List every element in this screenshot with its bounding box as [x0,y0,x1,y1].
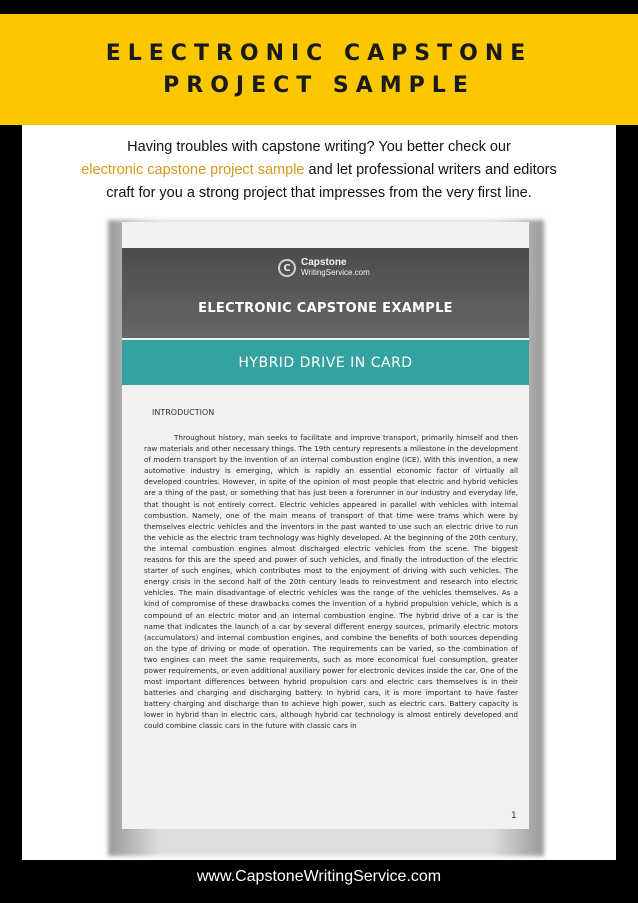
logo-line1: Capstone [301,257,347,268]
page-title [0,38,638,102]
page-title-line2: PROJECT SAMPLE [163,73,475,98]
document-body-text [144,432,518,807]
logo-text [301,258,370,278]
document-heading: ELECTRONIC CAPSTONE EXAMPLE [198,301,453,316]
intro-line3: craft for you a strong project that impresses from the very first line. [106,185,532,201]
shield-logo-icon: C [278,259,296,277]
document-subheading: HYBRID DRIVE IN CARD [238,355,413,371]
document-body: Throughout history, man seeks to facilitate and improve transport, primarily himself and then raw materials and other necessary things. The 19th century represents a milestone in the development of modern transport by the invention of an internal combustion engine (ICE). With this invention, a new automotive industry is emerging, which is rapidly an essential economic factor of virtually all developed countries. However, in spite of the opinion of most people that electric and hybrid vehicles are a thing of the past, or something that has just been a forerunner in our industry and everyday life, that thought is not entirely correct. Electric vehicles appeared in parallel with vehicles with internal combustion. Namely, one of the main means of transport of that time were trams which were by themselves electric vehicles and the inventors in the past wanted to use such an electric drive to run the vehicle as the electric tram technology was highly developed. At the beginning of the 20th century, the internal combustion engines almost discharged electric vehicles from the scene. The biggest reasons for this are the speed and power of such vehicles, and finally the introduction of the electric starter of such engines, which contributes most to the enjoyment of driving with such vehicles. The energy crisis in the second half of the 20th century leads to reinvestment and research into electric vehicles. The main disadvantage of electric vehicles was the range of the vehicles themselves. As a kind of compromise of these drawbacks comes the invention of a hybrid propulsion vehicle, which is a compound of an electric motor and an internal combustion engine. The hybrid drive of a car is the name that indicates the launch of a car by several different energy sources, primarily electric motors (accumulators) and internal combustion engines, and combine the benefits of both sources depending on the type of driving or mode of operation. The requirements can be varied, so the combination of two engines can meet the same requirements, such as more economical fuel consumption, greater power requirements, or even additional auxiliary power for electronic devices inside the car. One of the most important differences between hybrid propulsion cars and electric cars themselves is in their batteries and charging and discharging battery. In hybrid cars, it is more important to have faster battery charging and discharge than to achieve high power, such as electric cars. Battery capacity is lower in hybrid than in electric cars, although hybrid car technology is almost entirely developed and could combine classic cars in the future with classic cars in [144,433,518,731]
document-logo [278,256,370,280]
document-preview [122,222,529,829]
sample-link[interactable]: electronic capstone project sample [81,162,305,178]
page-title-line1: ELECTRONIC CAPSTONE [105,41,533,66]
intro-line1: Having troubles with capstone writing? You better check our [127,139,511,155]
logo-line2: WritingService.com [301,268,370,277]
intro-paragraph [30,136,608,205]
document-section-heading: INTRODUCTION [152,408,215,417]
intro-line2: and let professional writers and editors [304,162,557,178]
document-header [122,248,529,338]
document-page-number: 1 [511,811,517,821]
footer-url[interactable]: www.CapstoneWritingService.com [196,868,442,885]
